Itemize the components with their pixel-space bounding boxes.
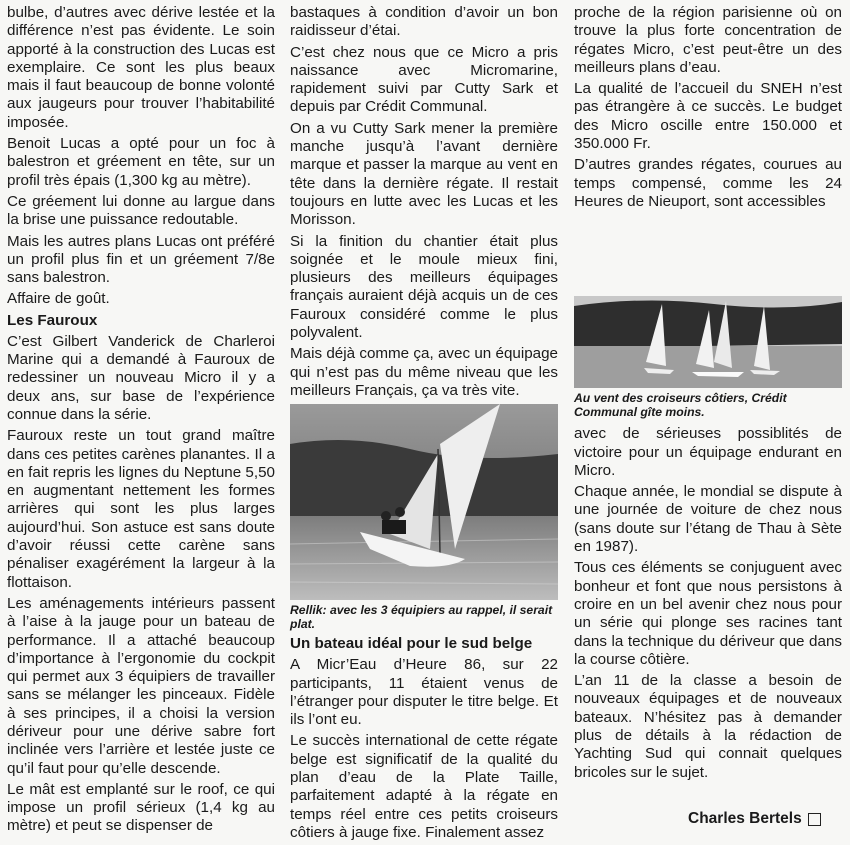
- article-column-1: [7, 4, 275, 839]
- article-column-2: [290, 4, 558, 845]
- section-heading-sud-belge: Un bateau idéal pour le sud belge: [290, 635, 533, 653]
- paragraph: Si la finition du chantier était plus soignée et le moule mieux fini, plusieurs des meilleurs équipages français auraient déjà acquis un de ces Fauroux considéré comme le plus polyvalent.: [290, 232, 558, 342]
- photo-caption: Rellik: avec les 3 équipiers au rappel, il serait plat.: [290, 603, 553, 632]
- paragraph: A Micr’Eau d’Heure 86, sur 22 participants, 11 étaient venus de l’étranger pour disputer le titre belge. Et ils l’ont eu.: [290, 656, 558, 729]
- paragraph: L’an 11 de la classe a besoin de nouveaux équipages et de nouveaux bateaux. N’hésitez pas à demander plus de détails à la rédaction de Yachting Sud qui connait quelques bricoles sur le sujet.: [574, 672, 842, 781]
- paragraph: C’est chez nous que ce Micro a pris naissance avec Micromarine, rapidement suivi par Cutty Sark et depuis par Crédit Communal.: [290, 43, 558, 116]
- paragraph: Affaire de goût.: [7, 290, 110, 308]
- paragraph: Le succès international de cette régate belge est significatif de la qualité du plan d’eau de la Plate Taille, parfaitement adapté à la régate en temps réel entre ces petits croiseurs côtiers à jauge fixe. Finalement assez: [290, 732, 558, 841]
- paragraph: C’est Gilbert Vanderick de Charleroi Marine qui a demandé à Fauroux de redessiner un nouveau Micro il y a deux ans, sur base de l’expérience connue dans la série.: [7, 332, 275, 423]
- paragraph: Mais les autres plans Lucas ont préféré un profil plus fin et un gréement 7/8e sans balestron.: [7, 232, 275, 287]
- paragraph: bulbe, d’autres avec dérive lestée et la différence n’est pas évidente. Le soin apporté à la construction des Lucas est exemplaire. Ce sont les plus beaux mais il faut beaucoup de bonne volonté aux jaugeurs pour trouver l’habitabilité imposée.: [7, 4, 275, 131]
- paragraph: D’autres grandes régates, courues au temps compensé, comme les 24 Heures de Nieuport, sont accessibles: [574, 156, 842, 210]
- paragraph: Benoit Lucas a opté pour un foc à balestron et gréement en tête, sur un profil très épais (1,300 kg au mètre).: [7, 135, 275, 189]
- regatta-photo: [574, 296, 842, 388]
- paragraph: La qualité de l’accueil du SNEH n’est pas étrangère à ce succès. Le budget des Micro oscille entre 150.000 et 350.000 Fr.: [574, 80, 842, 153]
- paragraph: Chaque année, le mondial se dispute à une journée de voiture de chez nous (sans doute sur l’étang de Thau à Sète en 1987).: [574, 483, 842, 556]
- end-mark-box-icon: [808, 813, 821, 826]
- paragraph: bastaques à condition d’avoir un bon raidisseur d’étai.: [290, 4, 558, 40]
- paragraph: Fauroux reste un tout grand maître dans ces petites carènes planantes. Il a en fait repris les lignes du Neptune 5,50 en augmentant nettement les formes arrières qui sont les plus larges aujourd’hui. Son astuce est sans doute d’avoir réussi cette carène sans pénaliser exagérément la largeur à la flottaison.: [7, 427, 275, 591]
- article-column-3: [574, 4, 842, 785]
- paragraph: Les aménagements intérieurs passent à l’aise à la jauge pour un bateau de performance. Il a attaché beaucoup d’importance à l’ergonomie du cockpit qui permet aux 3 équipiers de travailler sans se mélanger les pinceaux. Fidèle à ses principes, il a choisi la version dériveur pour une dérive sabre fort inclinée vers l’arrière et lestée juste ce qu’il faut pour qu’elle descende.: [7, 594, 275, 777]
- paragraph: On a vu Cutty Sark mener la première manche jusqu’à l’avant dernière marque et passer la marque au vent en tête dans la dernière régate. Il restait toujours en lutte avec les Lucas et les Morisson.: [290, 119, 558, 229]
- paragraph: Mais déjà comme ça, avec un équipage qui n’est pas du même niveau que les meilleurs Français, ça va très vite.: [290, 345, 558, 399]
- author-signature: [688, 810, 821, 828]
- paragraph: proche de la région parisienne où on trouve la plus forte concentration de régates Micro, c’est peut-être un des meilleurs plans d’eau.: [574, 4, 842, 76]
- author-name: Charles Bertels: [688, 810, 802, 827]
- paragraph: Le mât est emplanté sur le roof, ce qui impose un profil sérieux (1,4 kg au mètre) et peut se dispenser de: [7, 780, 275, 835]
- paragraph: Tous ces éléments se conjuguent avec bonheur et font que nous persistons à croire en un bel avenir chez nous pour un série qui plonge ses racines tant dans la technique du dériveur que dans la course côtière.: [574, 559, 842, 668]
- regatta-illustration: [574, 296, 842, 388]
- paragraph: Ce gréement lui donne au largue dans la brise une puissance redoutable.: [7, 192, 275, 229]
- sailboat-photo-rellik: [290, 404, 558, 600]
- sailboat-illustration: [290, 404, 558, 600]
- faded-text-area: [574, 214, 842, 296]
- photo-caption: Au vent des croiseurs côtiers, Crédit Communal gîte moins.: [574, 391, 787, 420]
- section-heading-fauroux: Les Fauroux: [7, 311, 98, 329]
- paragraph: avec de sérieuses possiblités de victoire pour un équipage endurant en Micro.: [574, 425, 842, 479]
